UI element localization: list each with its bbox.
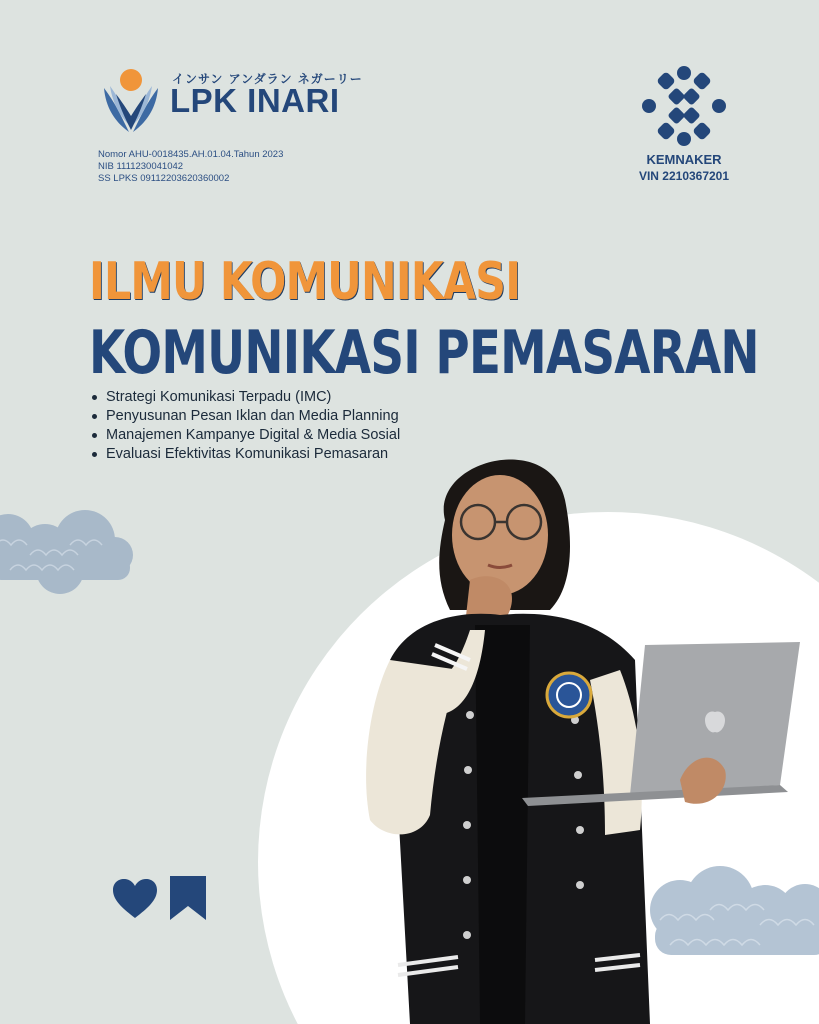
bookmark-icon[interactable] [170, 876, 206, 920]
headline-line-1: ILMU KOMUNIKASI [89, 252, 521, 312]
cloud-decoration-left [0, 500, 140, 600]
brand-kana: インサン アンダラン ネガーリー [172, 72, 363, 86]
partner-vin: VIN 2210367201 [638, 169, 730, 183]
student-photo [350, 440, 819, 1024]
topic-item: Manajemen Kampanye Digital & Media Sosial [90, 426, 400, 445]
partner-name: KEMNAKER [646, 152, 722, 167]
brand-name: LPK INARI [170, 82, 340, 119]
registration-line: NIB 1111230041042 [98, 161, 184, 172]
topic-item: Strategi Komunikasi Terpadu (IMC) [90, 388, 400, 407]
registration-line: Nomor AHU-0018435.AH.01.04.Tahun 2023 [98, 149, 284, 160]
topic-item: Penyusunan Pesan Iklan dan Media Planning [90, 407, 400, 426]
kemnaker-logo-icon [640, 64, 728, 148]
registration-line: SS LPKS 09112203620360002 [98, 173, 230, 184]
topic-item: Evaluasi Efektivitas Komunikasi Pemasaran [90, 445, 400, 464]
lpk-inari-logo-icon [96, 66, 166, 136]
heart-icon[interactable] [112, 878, 158, 920]
headline-line-2: KOMUNIKASI PEMASARAN [89, 318, 759, 388]
registration-info [98, 149, 283, 185]
